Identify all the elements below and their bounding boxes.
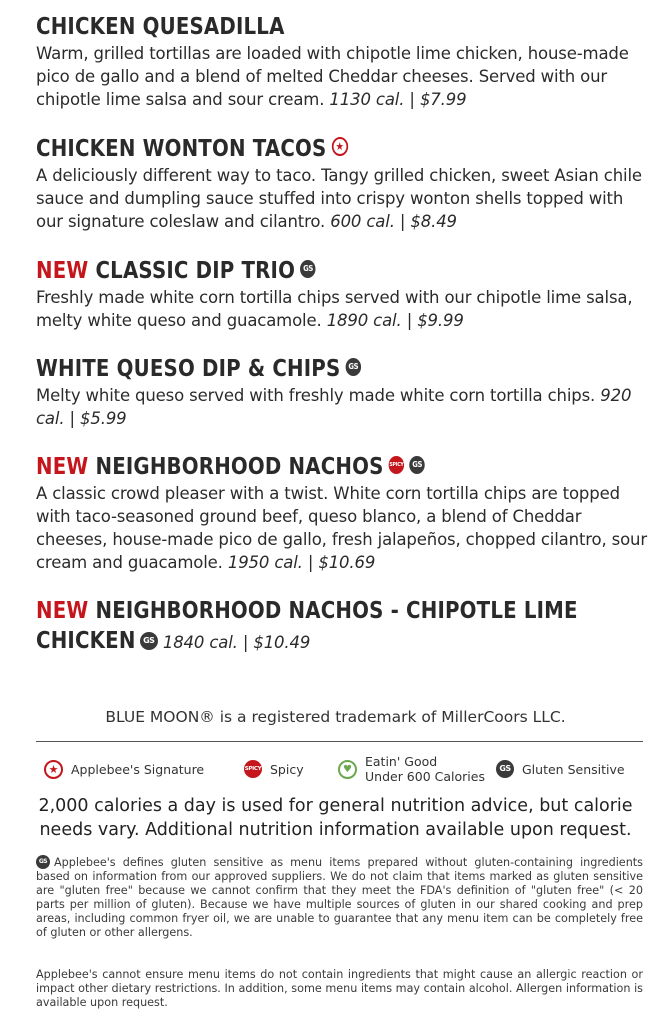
- separator: |: [237, 633, 254, 652]
- legend-label: [365, 754, 485, 784]
- legend-label-line2: Under 600 Calories: [365, 769, 485, 784]
- separator: |: [302, 553, 319, 572]
- menu-item-classic-dip-trio: [36, 256, 651, 332]
- legend-gluten-sensitive: [496, 752, 625, 786]
- new-badge: NEW: [36, 454, 89, 480]
- spicy-icon: SPICY: [244, 760, 262, 778]
- description-text: Warm, grilled tortillas are loaded with chipotle lime chicken, house-made pico de gallo and a blend of melted Cheddar cheeses. Served with our chipotle lime salsa and sour cream.: [36, 44, 629, 109]
- description-text: A deliciously different way to taco. Tangy grilled chicken, sweet Asian chile sauce and dumpling sauce stuffed into crispy wonton shells topped with our signature coleslaw and cilantro.: [36, 166, 642, 231]
- price: $8.49: [410, 212, 457, 231]
- signature-icon: ★: [332, 137, 348, 156]
- gluten-sensitive-icon: GS: [300, 260, 315, 278]
- legend-signature: [44, 752, 204, 786]
- new-badge: NEW: [36, 258, 89, 284]
- item-name: CLASSIC DIP TRIO: [95, 258, 296, 284]
- gluten-sensitive-icon: GS: [346, 358, 361, 376]
- calories: 920 cal.: [36, 386, 632, 428]
- menu-item-neighborhood-nachos-chipotle-lime-chicken: [36, 596, 651, 658]
- item-description: [36, 286, 651, 332]
- item-description: [36, 384, 651, 430]
- signature-icon: ★: [44, 760, 63, 779]
- heart-icon: ♥: [338, 760, 357, 779]
- separator: |: [394, 212, 411, 231]
- menu-item-chicken-wonton-tacos: [36, 134, 651, 233]
- item-description: [36, 164, 651, 233]
- calories: 1130 cal.: [329, 90, 405, 109]
- calories: 1840 cal.: [162, 633, 238, 652]
- allergen-disclaimer: Applebee's cannot ensure menu items do not contain ingredients that might cause an allergic reaction or impact other dietary restrictions. In addition, some menu items may contain alcohol. Allergen information is available upon request.: [36, 968, 643, 1009]
- item-title-line2: [36, 626, 651, 658]
- legend-label-line1: Eatin' Good: [365, 754, 438, 769]
- item-name: CHICKEN QUESADILLA: [36, 14, 285, 40]
- item-title: [36, 256, 565, 286]
- calorie-advice-line2: needs vary. Additional nutrition information available upon request.: [39, 820, 632, 840]
- gluten-sensitive-icon: GS: [36, 855, 50, 869]
- gluten-disclaimer: [36, 856, 643, 940]
- item-name-continued: CHICKEN: [36, 628, 136, 654]
- item-name: NEIGHBORHOOD NACHOS - CHIPOTLE LIME: [95, 598, 578, 624]
- item-title: [36, 354, 565, 384]
- item-title: [36, 12, 565, 42]
- gluten-sensitive-icon: GS: [496, 760, 514, 778]
- legend-label: Gluten Sensitive: [522, 761, 625, 777]
- price: $9.99: [417, 311, 464, 330]
- item-title: [36, 452, 565, 482]
- calorie-advice: [0, 794, 671, 842]
- legend-label: Applebee's Signature: [71, 761, 205, 777]
- description-text: Freshly made white corn tortilla chips served with our chipotle lime salsa, melty white queso and guacamole.: [36, 288, 633, 330]
- item-name: NEIGHBORHOOD NACHOS: [95, 454, 384, 480]
- item-name: CHICKEN WONTON TACOS: [36, 136, 327, 162]
- price: $5.99: [80, 409, 127, 428]
- price: $7.99: [419, 90, 467, 109]
- menu-item-chicken-quesadilla: [36, 12, 651, 111]
- legend-eatin-good: [338, 752, 485, 786]
- price: $10.49: [253, 633, 311, 652]
- menu-item-neighborhood-nachos: [36, 452, 651, 574]
- description-text: A classic crowd pleaser with a twist. White corn tortilla chips are topped with taco-seasoned ground beef, queso blanco, a blend of Cheddar cheeses, house-made pico de gallo, fresh jalapeños, chopped cilantro, sour cream and guacamole.: [36, 484, 648, 572]
- calories: 1890 cal.: [326, 311, 402, 330]
- separator: |: [404, 90, 420, 109]
- new-badge: NEW: [36, 598, 89, 624]
- item-description: [36, 482, 651, 574]
- gluten-disclaimer-text: Applebee's defines gluten sensitive as menu items prepared without gluten-containing ingredients based on information from our approved suppliers. We do not claim that items marked as gluten sensitive are "gluten free" because we cannot confirm that they meet the FDA's definition of "gluten free" (< 20 parts per million of gluten). Because we have multiple sources of gluten in our shared cooking and prep areas, including common fryer oil, we are unable to guarantee that any menu item can be completely free of gluten or other allergens.: [36, 856, 643, 939]
- item-title: [36, 596, 578, 626]
- item-name: WHITE QUESO DIP & CHIPS: [36, 356, 341, 382]
- item-description: [36, 42, 651, 111]
- gluten-sensitive-icon: GS: [409, 456, 424, 474]
- separator: |: [64, 409, 81, 428]
- legend-spicy: [244, 752, 304, 786]
- gluten-sensitive-icon: GS: [140, 632, 158, 650]
- legend-label: Spicy: [270, 761, 304, 777]
- calorie-advice-line1: 2,000 calories a day is used for general nutrition advice, but calorie: [38, 796, 633, 816]
- separator: |: [401, 311, 418, 330]
- calories: 1950 cal.: [227, 553, 303, 572]
- trademark-notice: BLUE MOON® is a registered trademark of MillerCoors LLC.: [105, 708, 566, 726]
- item-title: [36, 134, 565, 164]
- icon-legend: [44, 752, 654, 788]
- menu-item-white-queso-dip: [36, 354, 651, 430]
- calories: 600 cal.: [330, 212, 395, 231]
- price: $10.69: [318, 553, 376, 572]
- description-text: Melty white queso served with freshly made white corn tortilla chips.: [36, 386, 596, 405]
- divider: [36, 741, 643, 742]
- spicy-icon: SPICY: [389, 456, 404, 474]
